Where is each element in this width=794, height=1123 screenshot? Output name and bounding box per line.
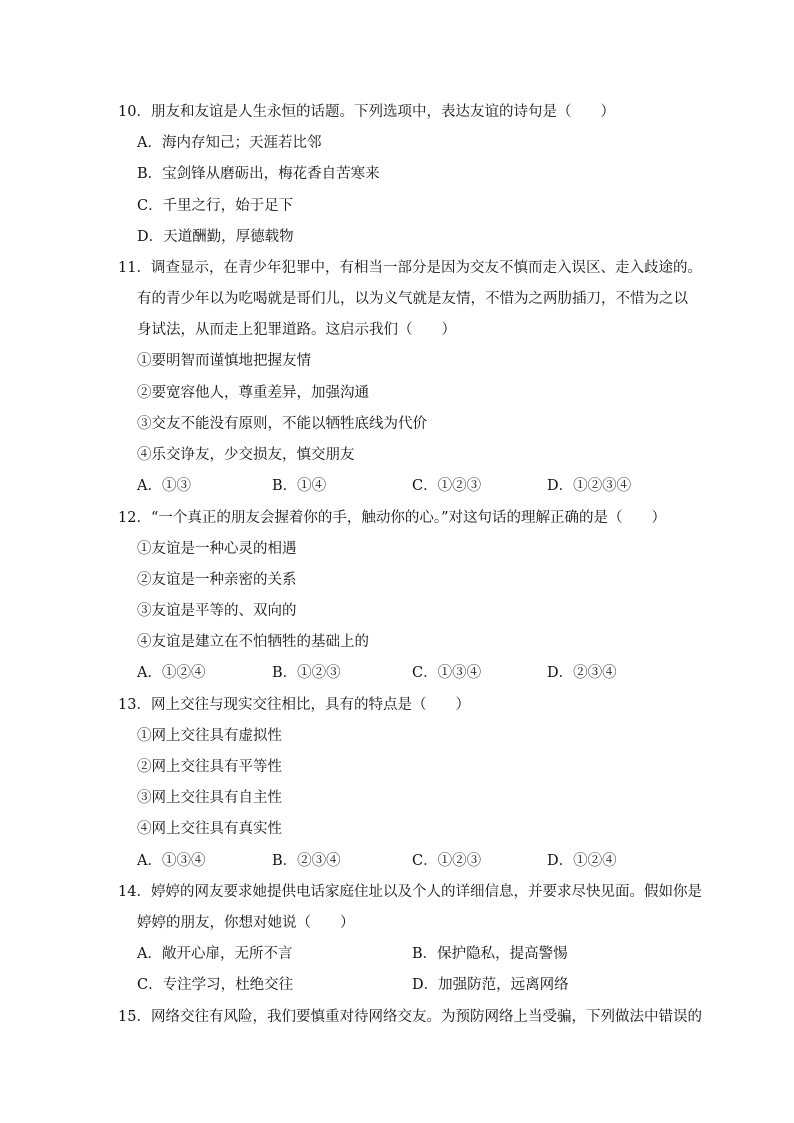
question-11-option-c: C．①②③	[412, 478, 482, 494]
question-11-statement-4: ④乐交诤友，少交损友，慎交朋友	[137, 447, 355, 463]
question-13-option-d: D．①②④	[547, 853, 617, 869]
question-13-statement-2: ②网上交往具有平等性	[137, 759, 282, 775]
question-12-statement-3: ③友谊是平等的、双向的	[137, 603, 297, 619]
question-11-statement-3: ③交友不能没有原则，不能以牺牲底线为代价	[137, 416, 427, 432]
question-12-option-b: B．①②③	[272, 665, 341, 681]
question-13-option-c: C．①②③	[412, 853, 482, 869]
question-11-option-d: D．①②③④	[547, 478, 632, 494]
question-14-stem-line-1: 14．婷婷的网友要求她提供电话家庭住址以及个人的详细信息，并要求尽快见面。假如你是	[118, 884, 702, 900]
question-10-option-b: B．宝剑锋从磨砺出，梅花香自苦寒来	[137, 166, 380, 182]
question-12-stem: 12．“一个真正的朋友会握着你的手，触动你的心。”对这句话的理解正确的是（ ）	[118, 510, 667, 526]
question-12-statement-1: ①友谊是一种心灵的相遇	[137, 541, 297, 557]
question-13-option-a: A．①③④	[137, 853, 206, 869]
question-10-option-c: C．千里之行，始于足下	[137, 198, 294, 214]
question-11-stem-line-2: 有的青少年以为吃喝就是哥们儿，以为义气就是友情，不惜为之两肋插刀，不惜为之以	[137, 291, 688, 307]
question-10-option-d: D．天道酬勤，厚德载物	[137, 229, 294, 245]
question-13-statement-3: ③网上交往具有自主性	[137, 790, 282, 806]
question-11-statement-1: ①要明智而谨慎地把握友情	[137, 353, 311, 369]
question-11-statement-2: ②要宽容他人，尊重差异，加强沟通	[137, 385, 369, 401]
question-11-stem-line-3: 身试法，从而走上犯罪道路。这启示我们（ ）	[137, 322, 456, 338]
question-10-stem: 10．朋友和友谊是人生永恒的话题。下列选项中，表达友谊的诗句是（ ）	[118, 104, 615, 120]
question-13-option-b: B．②③④	[272, 853, 341, 869]
question-10-option-a: A．海内存知己；天涯若比邻	[137, 135, 322, 151]
question-12-statement-2: ②友谊是一种亲密的关系	[137, 572, 297, 588]
question-11-option-a: A．①③	[137, 478, 191, 494]
question-15-stem: 15．网络交往有风险，我们要慎重对待网络交友。为预防网络上当受骗，下列做法中错误的	[118, 1009, 702, 1025]
question-11-option-b: B．①④	[272, 478, 327, 494]
question-14-stem-line-2: 婷婷的朋友，你想对她说（ ）	[137, 915, 355, 931]
question-13-stem: 13．网上交往与现实交往相比，具有的特点是（ ）	[118, 697, 470, 713]
question-11-stem-line-1: 11．调查显示，在青少年犯罪中，有相当一部分是因为交友不慎而走入误区、走入歧途的。	[118, 260, 702, 276]
question-12-option-a: A．①②④	[137, 665, 206, 681]
question-13-statement-1: ①网上交往具有虚拟性	[137, 728, 282, 744]
question-14-option-a: A．敞开心扉，无所不言	[137, 946, 293, 962]
question-13-statement-4: ④网上交往具有真实性	[137, 821, 282, 837]
question-14-option-c: C．专注学习，杜绝交往	[137, 977, 294, 993]
question-14-option-d: D．加强防范，远离网络	[412, 977, 569, 993]
question-12-statement-4: ④友谊是建立在不怕牺牲的基础上的	[137, 634, 369, 650]
question-12-option-c: C．①③④	[412, 665, 482, 681]
question-14-option-b: B．保护隐私，提高警惕	[412, 946, 568, 962]
question-12-option-d: D．②③④	[547, 665, 617, 681]
